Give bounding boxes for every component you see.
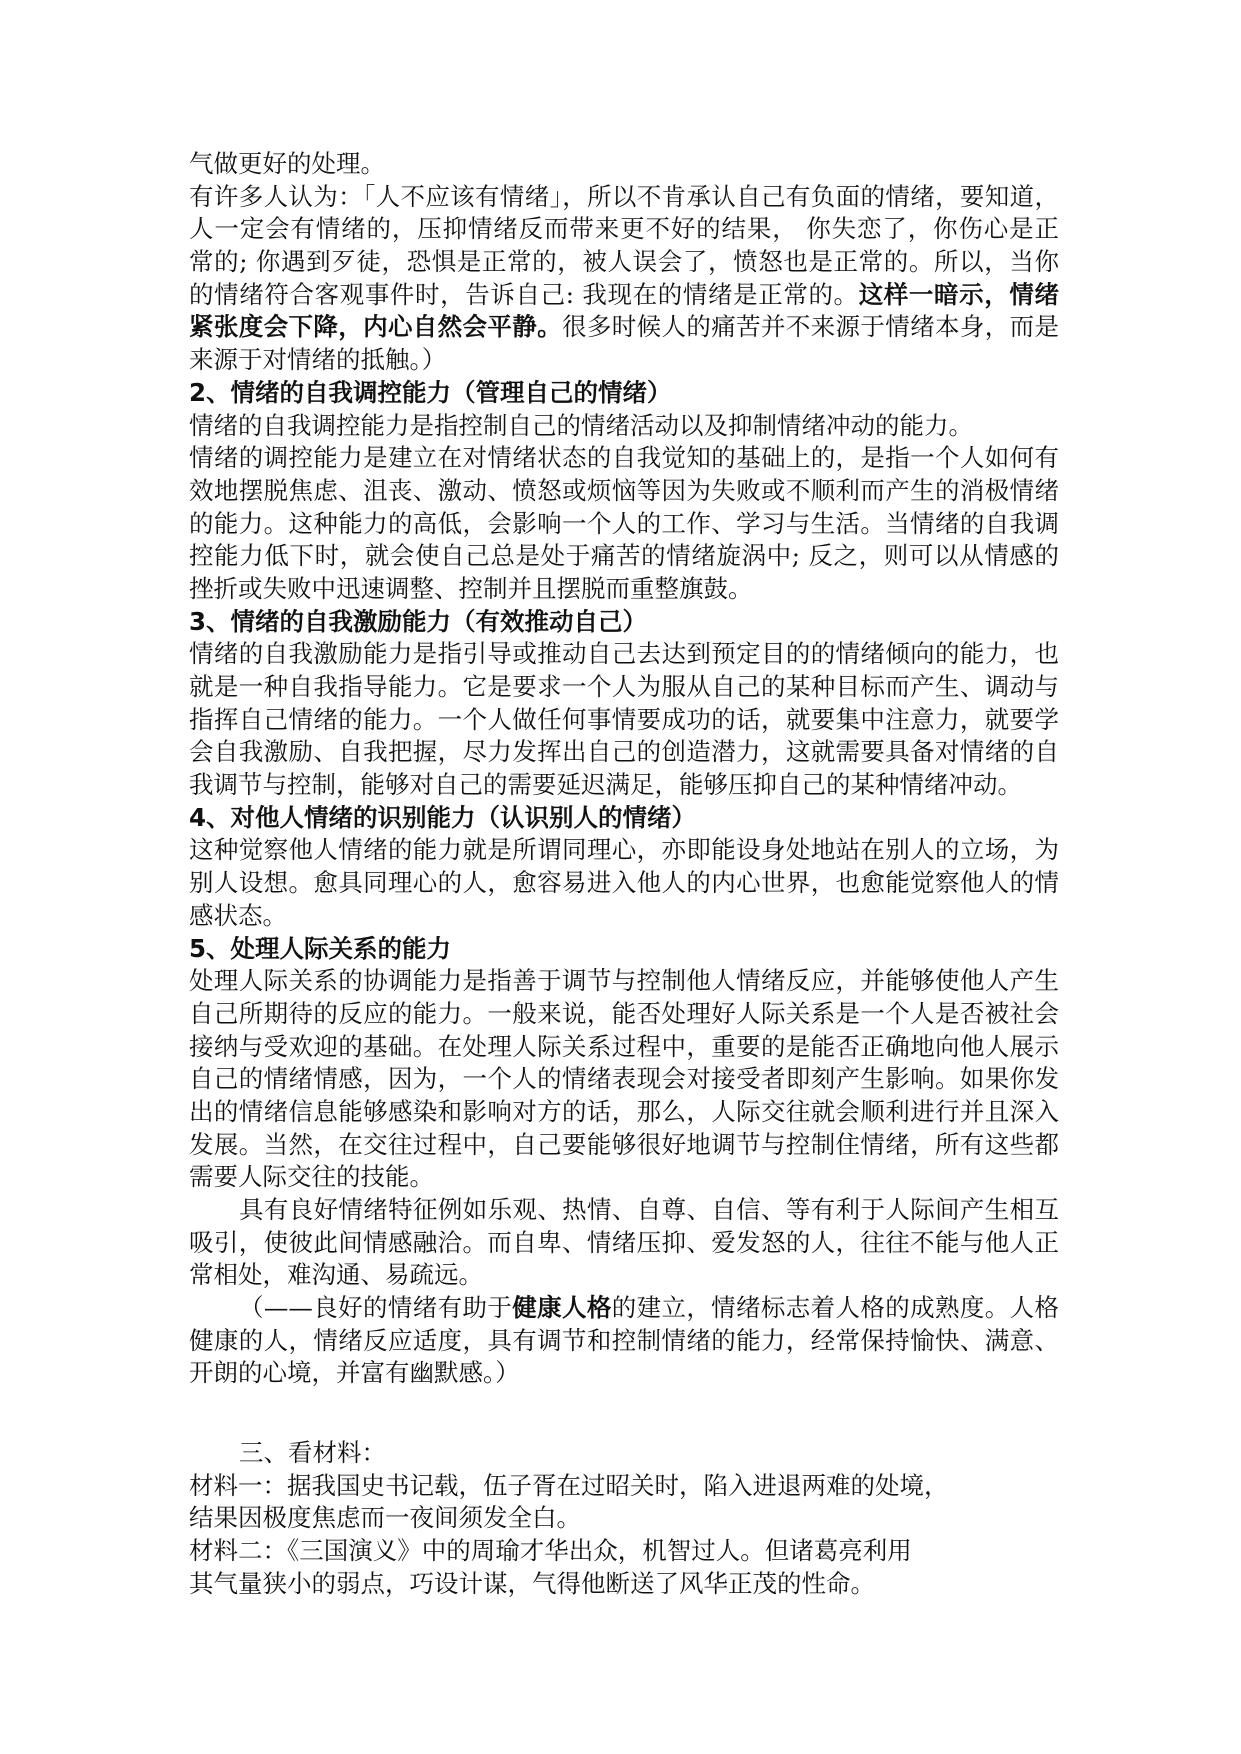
text-line: 这种觉察他人情绪的能力就是所谓同理心，亦即能设身处地站在别人的立场，为 <box>189 835 1059 865</box>
text-line: 材料二：《三国演义》中的周瑜才华出众，机智过人。但诸葛亮利用 <box>189 1535 912 1565</box>
text-line: 结果因极度焦虑而一夜间须发全白。 <box>189 1503 581 1533</box>
section-2 <box>189 377 1059 606</box>
text-line: 出的情绪信息能够感染和影响对方的话，那么，人际交往就会顺利进行并且深入 <box>189 1096 1059 1126</box>
text-line: 挫折或失败中迅速调整、控制并且摆脱而重整旗鼓。 <box>189 573 753 603</box>
text-line: 材料一：据我国史书记载，伍子胥在过昭关时，陷入进退两难的处境， <box>189 1470 949 1500</box>
text-line: 来源于对情绪的抵触。） <box>189 345 447 375</box>
text-line: 人一定会有情绪的，压抑情绪反而带来更不好的结果， 你失恋了，你伤心是正 <box>189 214 1059 244</box>
document-page <box>189 148 1059 1600</box>
text-line: 处理人际关系的协调能力是指善于调节与控制他人情绪反应，并能够使他人产生 <box>189 966 1059 996</box>
text-line <box>189 311 1059 344</box>
text-line: 发展。当然，在交往过程中，自己要能够很好地调节与控制住情绪，所有这些都 <box>189 1129 1059 1159</box>
text-line: 就是一种自我指导能力。它是要求一个人为服从自己的某种目标而产生、调动与 <box>189 672 1059 701</box>
text-line: 情绪的自我调控能力是指控制自己的情绪活动以及抑制情绪冲动的能力。 <box>189 410 973 440</box>
text-line <box>189 279 1059 312</box>
text-line: 需要人际交往的技能。 <box>189 1162 434 1192</box>
section-heading: 2、情绪的自我调控能力（管理自己的情绪） <box>189 377 672 407</box>
text-line: 控能力低下时，就会使自己总是处于痛苦的情绪旋涡中; 反之，则可以从情感的 <box>189 541 1059 571</box>
emphasis-text: 健康人格 <box>512 1293 612 1323</box>
text-line: 情绪的调控能力是建立在对情绪状态的自我觉知的基础上的，是指一个人如何有 <box>189 443 1059 473</box>
spacer <box>189 1423 1059 1437</box>
section-heading: 4、对他人情绪的识别能力（认识别人的情绪） <box>189 802 697 832</box>
text-line: 接纳与受欢迎的基础。在处理人际关系过程中，重要的是能否正确地向他人展示 <box>189 1031 1059 1061</box>
text-line: 吸引，使彼此间情感融洽。而自卑、情绪压抑、爱发怒的人，往往不能与他人正 <box>189 1227 1059 1257</box>
text-line: 气做更好的处理。 <box>189 149 385 178</box>
section-3 <box>189 606 1059 802</box>
text-line: 情绪的自我激励能力是指引导或推动自己去达到预定目的的情绪倾向的能力，也 <box>189 639 1059 669</box>
text-line: 别人设想。愈具同理心的人，愈容易进入他人的内心世界，也愈能觉察他人的情 <box>189 868 1059 898</box>
section-heading: 3、情绪的自我激励能力（有效推动自己） <box>189 606 648 636</box>
text-line: 具有良好情绪特征例如乐观、热情、自尊、自信、等有利于人际间产生相互 <box>239 1195 1059 1224</box>
text-line: 效地摆脱焦虑、沮丧、激动、愤怒或烦恼等因为失败或不顺利而产生的消极情绪 <box>189 475 1059 505</box>
intro-paragraph <box>189 148 1059 377</box>
text-line: 我调节与控制，能够对自己的需要延迟满足，能够压抑自己的某种情绪冲动。 <box>189 770 1022 800</box>
text-line: 开朗的心境，并富有幽默感。） <box>189 1358 520 1388</box>
section-4 <box>189 802 1059 933</box>
text-line: 指挥自己情绪的能力。一个人做任何事情要成功的话，就要集中注意力，就要学 <box>189 704 1059 734</box>
text-line: 会自我激励、自我把握，尽力发挥出自己的创造潜力，这就需要具备对情绪的自 <box>189 737 1059 767</box>
text-line: 自己所期待的反应的能力。一般来说，能否处理好人际关系是一个人是否被社会 <box>189 998 1059 1028</box>
section-heading: 5、处理人际关系的能力 <box>189 933 452 963</box>
emphasis-text: 这样一暗示，情绪 <box>858 279 1060 309</box>
text-span: 很多时候人的痛苦并不来源于情绪本身，而是 <box>562 312 1059 342</box>
text-span: 的建立，情绪标志着人格的成熟度。人格 <box>611 1293 1060 1323</box>
text-span: （——良好的情绪有助于 <box>239 1293 513 1323</box>
text-line <box>189 1292 1059 1325</box>
text-span: 的情绪符合客观事件时，告诉自己: 我现在的情绪是正常的。 <box>189 279 859 309</box>
section-5 <box>189 933 1059 1391</box>
text-line: 有许多人认为：「人不应该有情绪」，所以不肯承认自己有负面的情绪，要知道， <box>189 181 1059 211</box>
text-line: 常的; 你遇到歹徒，恐惧是正常的，被人误会了，愤怒也是正常的。所以，当你 <box>189 247 1059 277</box>
text-line: 健康的人，情绪反应适度，具有调节和控制情绪的能力，经常保持愉快、满意、 <box>189 1325 1059 1355</box>
section-three-materials <box>189 1437 1059 1600</box>
text-line: 其气量狭小的弱点，巧设计谋，气得他断送了风华正茂的性命。 <box>189 1568 875 1598</box>
blank-line <box>189 1390 1059 1423</box>
text-line: 感状态。 <box>189 900 287 930</box>
emphasis-text: 紧张度会下降，内心自然会平静。 <box>189 312 563 342</box>
text-line: 的能力。这种能力的高低，会影响一个人的工作、学习与生活。当情绪的自我调 <box>189 508 1059 538</box>
text-line: 常相处，难沟通、易疏远。 <box>189 1260 483 1290</box>
text-line: 自己的情绪情感，因为，一个人的情绪表现会对接受者即刻产生影响。如果你发 <box>189 1064 1059 1094</box>
section-heading: 三、看材料： <box>239 1437 386 1467</box>
